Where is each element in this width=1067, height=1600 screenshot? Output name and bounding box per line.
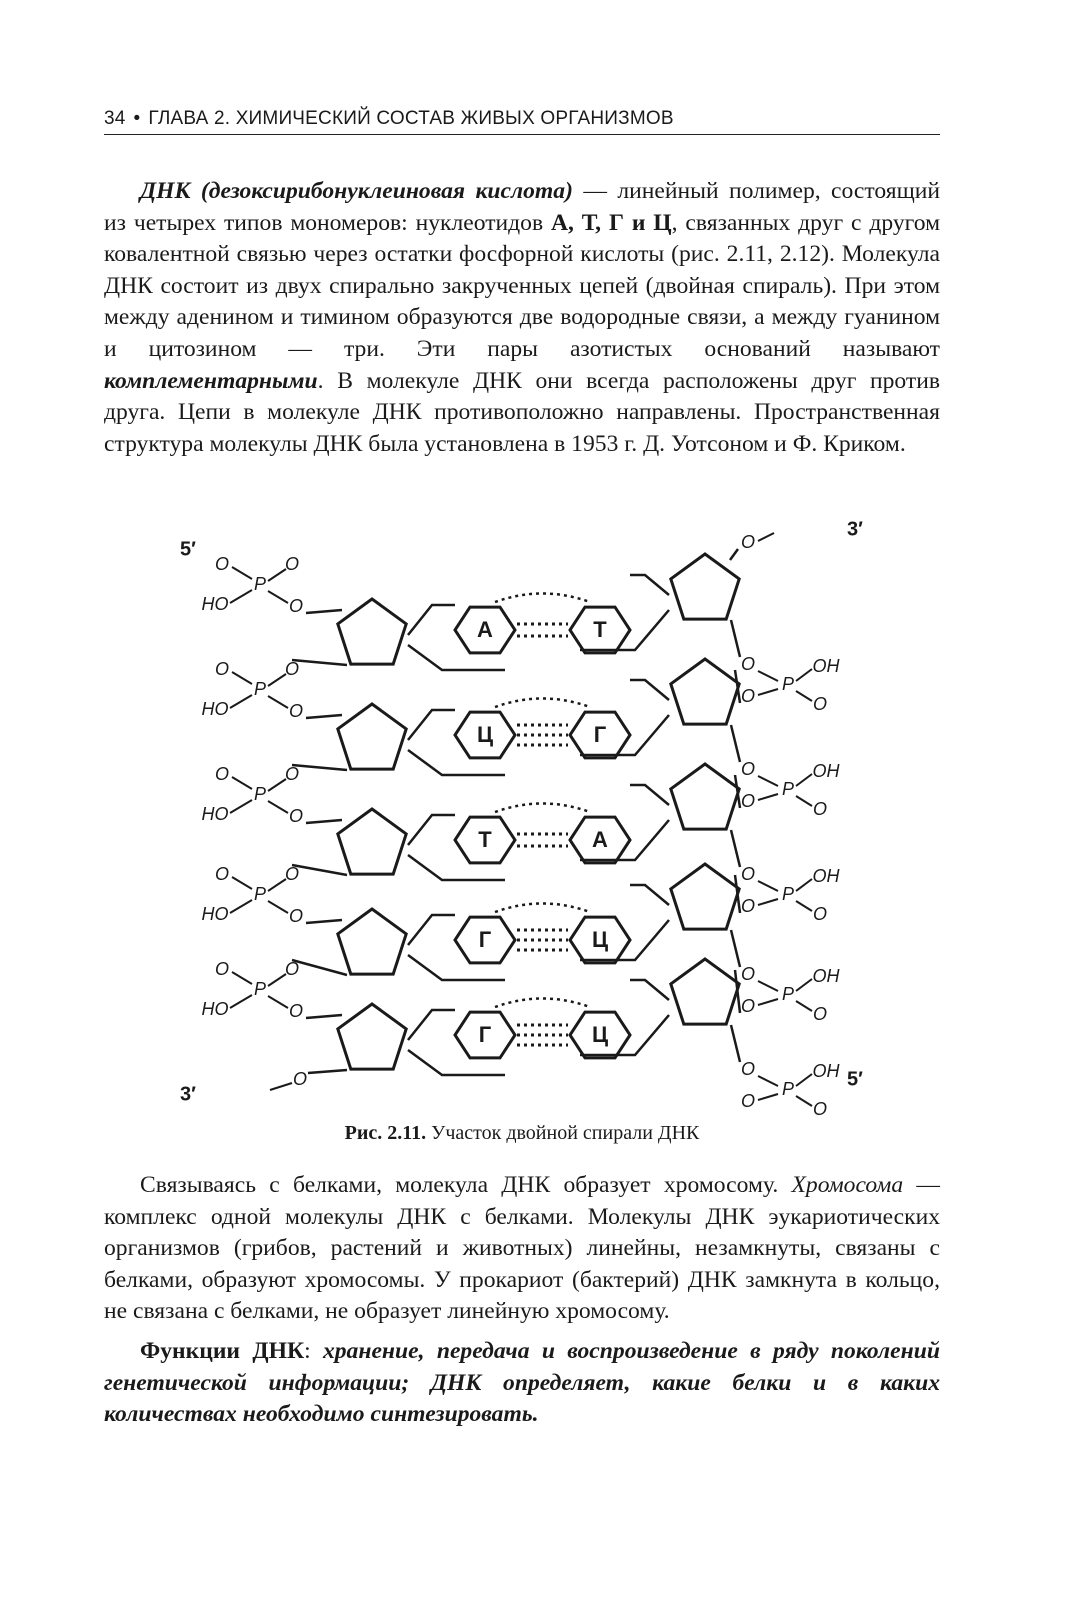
ho-group-left: HO: [201, 593, 229, 614]
caption-text: Участок двойной спирали ДНК: [426, 1122, 700, 1144]
nucleobase-label-left: А: [477, 616, 493, 642]
nucleobase-label-right: Ц: [591, 1021, 609, 1047]
bond-line: [796, 979, 812, 991]
phosphorus-left: P: [253, 573, 267, 594]
phosphate-o-left: O: [214, 763, 230, 784]
phosphorus-right: P: [781, 673, 795, 694]
bond-line: [268, 591, 288, 603]
oh-group-right: OH: [812, 965, 840, 986]
strand-end-3-right: 3′: [847, 518, 863, 541]
sugar-ring-left: [338, 909, 406, 974]
glycosidic-bond-right: [630, 785, 669, 805]
phosphate-o-left: O: [288, 595, 304, 616]
bond-line: [731, 620, 740, 657]
bond-line: [796, 796, 812, 806]
hydrogen-bond-arc: [495, 999, 590, 1008]
bond-line: [268, 779, 286, 791]
nucleobase-label-left: Г: [478, 926, 492, 952]
nucleobase-label-right: Г: [593, 721, 607, 747]
oh-group-right: OH: [812, 1060, 840, 1081]
phosphate-o-left: O: [288, 1000, 304, 1021]
bond-line: [230, 995, 252, 1008]
phosphate-o-left: O: [284, 863, 300, 884]
paragraph-dna-definition: [104, 176, 940, 460]
phosphorus-left: P: [253, 678, 267, 699]
bond-line: [796, 669, 812, 681]
bond-line: [232, 672, 252, 684]
bond-line: [292, 960, 347, 975]
sugar-ring-left: [338, 599, 406, 664]
p1-text-b: , связанных друг с другом ковалентной связью через остатки фосфорной кислоты (рис. 2.11, 2.12). Молекула ДНК состоит из двух спирально закрученных цепей (двойная спираль). При этом между аденином и тимином образуются две водородные связи, а между гуанином и цитозином — три. Эти пары азотистых оснований называют: [104, 209, 940, 362]
phosphate-o-right: O: [812, 1098, 828, 1115]
bond-line: [796, 1074, 812, 1086]
functions-text: хранение, передача и воспроизведение в ряду поколений генетической информации; ДНК определяет, какие белки и в каких количествах необходимо синтезировать.: [104, 1337, 940, 1428]
glycosidic-bond-left: [408, 815, 455, 845]
phosphorus-right: P: [781, 983, 795, 1004]
bond-line: [268, 801, 288, 813]
glycosidic-bond-left: [408, 605, 455, 635]
oh-group-right: OH: [812, 865, 840, 886]
glycosidic-bond-left: [408, 1010, 455, 1040]
bond-line: [796, 1001, 812, 1011]
p2-text-b: — комплекс одной молекулы ДНК с белками. Молекулы ДНК эукариотических организмов (грибов, растений и животных) линейны, незамкнуты, связаны с белками, образуют хромосомы. У прокариот (бактерий) ДНК замкнута в кольцо, не связана с белками, не образует линейную хромосому.: [104, 1172, 940, 1325]
bond-line: [758, 671, 778, 681]
phosphate-o-left: O: [284, 658, 300, 679]
bond-line: [292, 765, 347, 770]
sugar-ring-right: [671, 554, 739, 619]
bond-line: [758, 533, 774, 541]
bond-line: [731, 830, 740, 867]
oh-group-right: OH: [812, 760, 840, 781]
phosphate-o-right: O: [812, 693, 828, 714]
bond-line: [758, 1094, 778, 1100]
backbone-link-left: [408, 955, 505, 980]
ho-group-left: HO: [201, 803, 229, 824]
term-chromosome: Хромосома: [791, 1172, 904, 1198]
bond-line: [758, 999, 778, 1005]
phosphorus-left: P: [253, 978, 267, 999]
bond-line: [796, 774, 812, 786]
phosphate-o-left: O: [284, 553, 300, 574]
phosphorus-left: P: [253, 883, 267, 904]
phosphorus-right: P: [781, 883, 795, 904]
bond-line: [268, 879, 286, 891]
term-dna: ДНК (дезоксирибонуклеиновая кислота): [140, 178, 573, 204]
caption-number: Рис. 2.11.: [344, 1122, 427, 1144]
bond-line: [731, 1025, 740, 1062]
phosphate-o-right: O: [740, 1090, 756, 1111]
phosphate-o-left: O: [214, 658, 230, 679]
bond-line: [306, 610, 342, 613]
bond-line: [268, 674, 286, 686]
phosphorus-right: P: [781, 1078, 795, 1099]
phosphate-o-right: O: [740, 995, 756, 1016]
bond-line: [308, 1070, 347, 1073]
sugar-ring-right: [671, 864, 739, 929]
glycosidic-bond-right: [630, 980, 669, 1000]
bond-line: [230, 590, 252, 603]
running-head: [104, 108, 940, 135]
bond-line: [306, 1015, 342, 1018]
term-complementary: комплементарными: [104, 367, 318, 394]
functions-colon: :: [304, 1337, 323, 1364]
bond-line: [730, 549, 738, 560]
phosphate-o-right: O: [740, 685, 756, 706]
nucleobase-label-right: Ц: [591, 926, 609, 952]
phosphorus-left: P: [253, 783, 267, 804]
bond-line: [758, 899, 778, 905]
glycosidic-bond-right: [630, 885, 669, 905]
bond-line: [232, 567, 252, 579]
ho-group-left: HO: [201, 998, 229, 1019]
sugar-ring-right: [671, 659, 739, 724]
bond-line: [230, 695, 252, 708]
bond-line: [731, 930, 740, 967]
bond-line: [292, 865, 347, 875]
bond-line: [232, 877, 252, 889]
bond-line: [796, 691, 812, 701]
ho-group-left: HO: [201, 698, 229, 719]
terminal-o-left: O: [292, 1068, 308, 1089]
phosphate-o-right: O: [812, 798, 828, 819]
bond-line: [731, 725, 740, 762]
backbone-link-left: [408, 750, 505, 775]
figure-caption: [104, 1122, 940, 1145]
bond-line: [758, 794, 778, 800]
bond-line: [270, 1083, 292, 1090]
sugar-ring-left: [338, 1004, 406, 1069]
paragraph-chromosome: [104, 1170, 940, 1431]
bond-line: [758, 689, 778, 695]
paragraph-dna-functions: [104, 1336, 940, 1431]
nucleobase-label-right: Т: [593, 616, 607, 642]
p2-text-a: Связываясь с белками, молекула ДНК образует хромосому.: [140, 1172, 792, 1198]
oh-group-right: OH: [812, 655, 840, 676]
hydrogen-bond-arc: [495, 699, 590, 708]
p1-text-c: . В молекуле ДНК они всегда расположены друг против друга. Цепи в молекуле ДНК противоположно направлены. Пространственная структура молекулы ДНК была установлена в 1953 г. Д. Уотсоном и Ф. Криком.: [104, 367, 940, 457]
backbone-link-left: [408, 855, 505, 880]
bond-line: [292, 660, 347, 665]
p1-nucleotides: А, Т, Г и Ц: [550, 209, 672, 236]
dna-diagram: [160, 515, 920, 1115]
page-number: 34: [104, 108, 126, 129]
bond-line: [796, 879, 812, 891]
sugar-ring-left: [338, 704, 406, 769]
bond-line: [758, 881, 778, 891]
sugar-ring-right: [671, 959, 739, 1024]
glycosidic-bond-left: [408, 710, 455, 740]
phosphate-o-right: O: [740, 790, 756, 811]
strand-end-5-left: 5′: [180, 538, 196, 561]
hydrogen-bond-arc: [495, 804, 590, 813]
terminal-o-right: O: [740, 531, 756, 552]
nucleobase-label-left: Г: [478, 1021, 492, 1047]
phosphate-o-left: O: [288, 805, 304, 826]
glycosidic-bond-left: [408, 915, 455, 945]
bond-line: [268, 569, 286, 581]
phosphate-o-left: O: [288, 700, 304, 721]
phosphate-o-right: O: [740, 963, 756, 984]
phosphate-o-right: O: [740, 653, 756, 674]
bullet-icon: •: [133, 108, 141, 129]
nucleobase-label-left: Т: [478, 826, 492, 852]
bond-line: [758, 1076, 778, 1086]
phosphate-o-right: O: [740, 895, 756, 916]
bond-line: [232, 777, 252, 789]
bond-line: [796, 1096, 812, 1106]
sugar-ring-left: [338, 809, 406, 874]
phosphate-o-right: O: [740, 758, 756, 779]
bond-line: [268, 901, 288, 913]
phosphate-o-left: O: [284, 763, 300, 784]
bond-line: [758, 776, 778, 786]
backbone-link-left: [408, 645, 505, 670]
phosphate-o-right: O: [740, 1058, 756, 1079]
strand-end-5-right: 5′: [847, 1068, 863, 1091]
bond-line: [306, 715, 342, 718]
phosphate-o-right: O: [740, 863, 756, 884]
dna-double-helix-figure: [160, 515, 920, 1115]
bond-line: [230, 800, 252, 813]
phosphorus-right: P: [781, 778, 795, 799]
phosphate-o-left: O: [214, 958, 230, 979]
bond-line: [306, 820, 342, 823]
bond-line: [268, 974, 286, 986]
phosphate-o-left: O: [288, 905, 304, 926]
phosphate-o-left: O: [214, 863, 230, 884]
nucleobase-label-left: Ц: [476, 721, 494, 747]
hydrogen-bond-arc: [495, 594, 590, 603]
phosphate-o-left: O: [284, 958, 300, 979]
p1-text-a: — линейный полимер, состоящий из четырех типов мономеров: нуклеотидов: [104, 178, 941, 236]
hydrogen-bond-arc: [495, 904, 590, 913]
bond-line: [232, 972, 252, 984]
backbone-link-left: [408, 1050, 505, 1075]
glycosidic-bond-right: [630, 680, 669, 700]
phosphate-o-right: O: [812, 1003, 828, 1024]
bond-line: [268, 696, 288, 708]
bond-line: [758, 981, 778, 991]
bond-line: [796, 901, 812, 911]
nucleobase-label-right: А: [592, 826, 608, 852]
ho-group-left: HO: [201, 903, 229, 924]
bond-line: [268, 996, 288, 1008]
bond-line: [230, 900, 252, 913]
phosphate-o-right: O: [812, 903, 828, 924]
phosphate-o-left: O: [214, 553, 230, 574]
functions-label: Функции ДНК: [140, 1337, 305, 1364]
bond-line: [306, 920, 342, 923]
glycosidic-bond-right: [630, 575, 669, 595]
strand-end-3-left: 3′: [180, 1083, 196, 1106]
chapter-title: ГЛАВА 2. ХИМИЧЕСКИЙ СОСТАВ ЖИВЫХ ОРГАНИЗМОВ: [148, 108, 674, 129]
sugar-ring-right: [671, 764, 739, 829]
